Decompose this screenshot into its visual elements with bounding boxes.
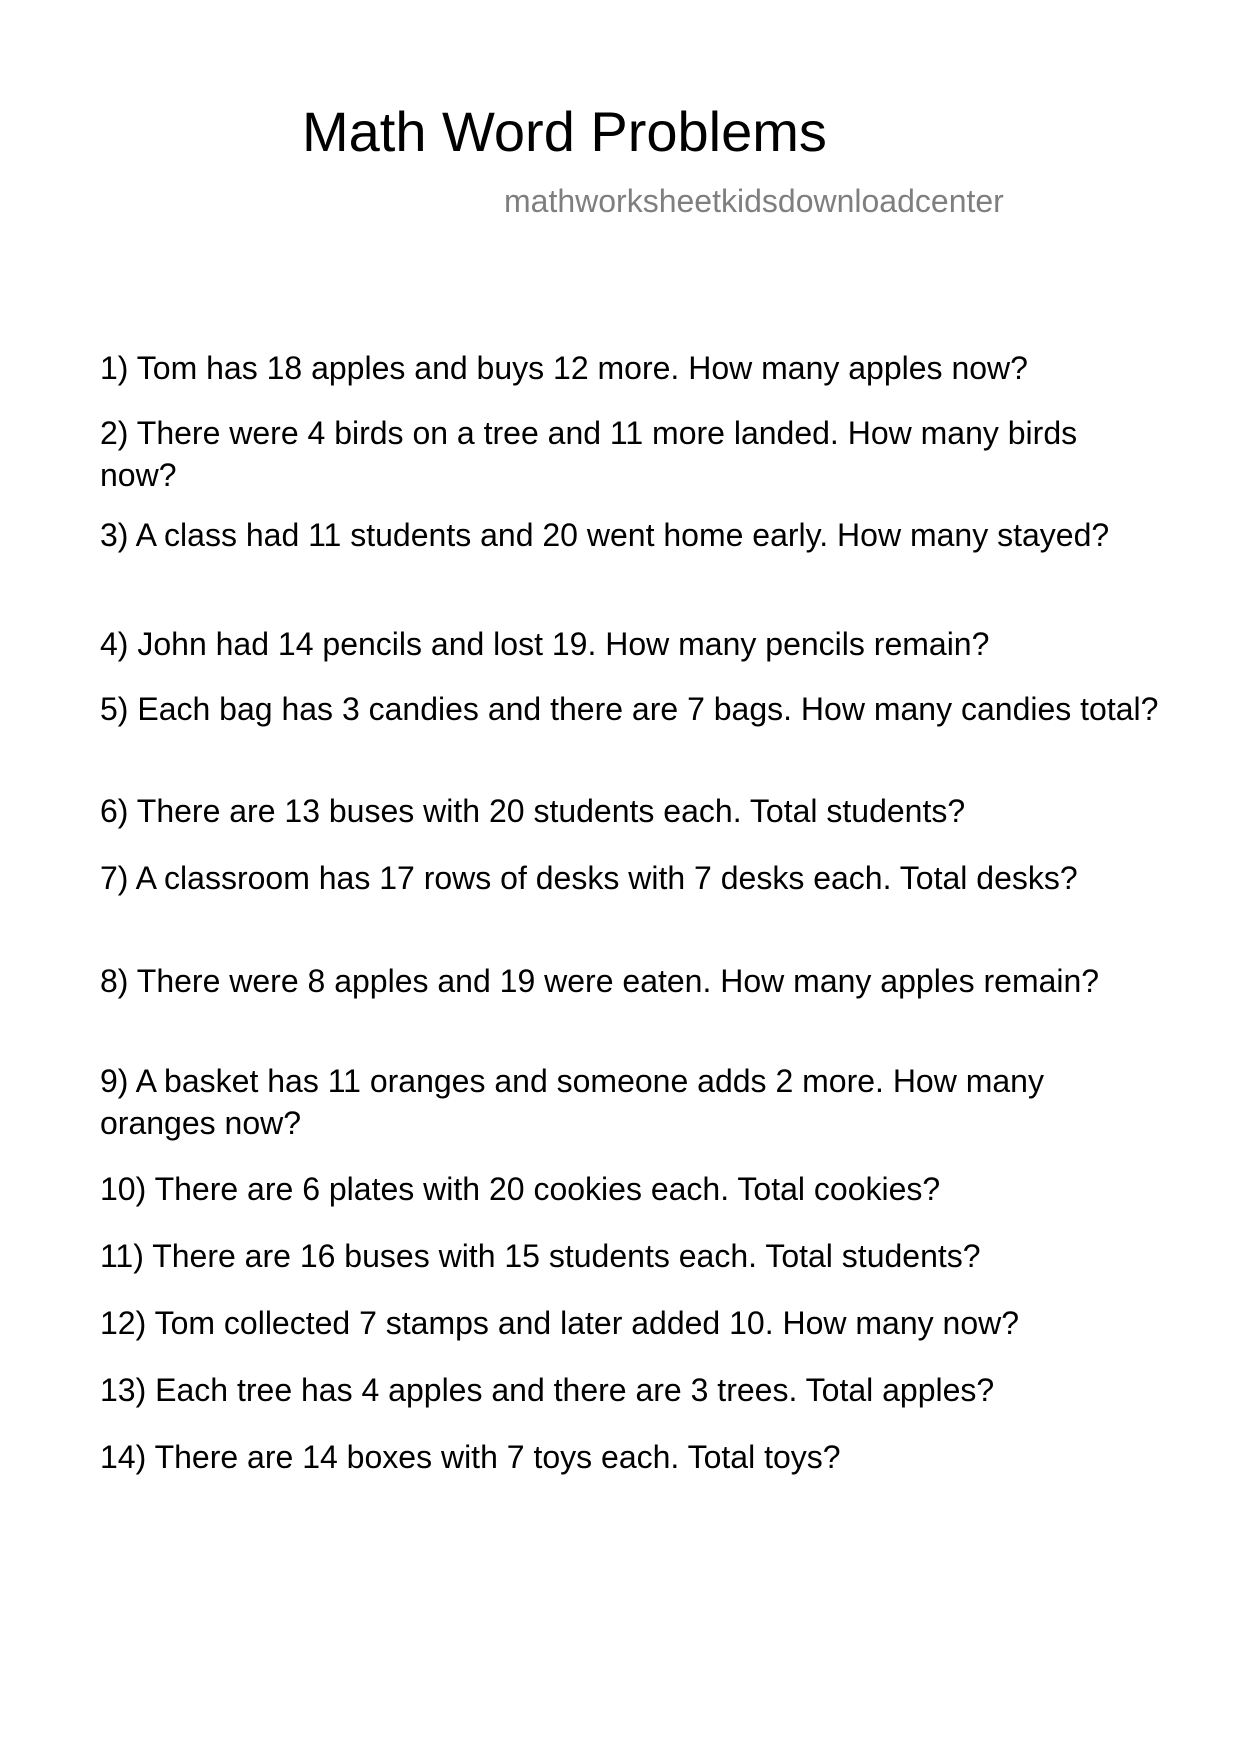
problem-item-2: 2) There were 4 birds on a tree and 11 more landed. How many birds now?	[100, 415, 1078, 493]
problem-item-10: 10) There are 6 plates with 20 cookies each. Total cookies?	[100, 1171, 941, 1207]
page-subtitle: mathworksheetkidsdownloadcenter	[504, 183, 1004, 219]
problem-item-14: 14) There are 14 boxes with 7 toys each. Total toys?	[100, 1439, 841, 1475]
page-title: Math Word Problems	[302, 100, 827, 163]
problem-item-5: 5) Each bag has 3 candies and there are 7 bags. How many candies total?	[100, 691, 1159, 727]
problem-item-8: 8) There were 8 apples and 19 were eaten. How many apples remain?	[100, 963, 1100, 999]
problem-item-11: 11) There are 16 buses with 15 students each. Total students?	[100, 1238, 981, 1274]
problem-item-13: 13) Each tree has 4 apples and there are 3 trees. Total apples?	[100, 1372, 995, 1408]
problem-item-4: 4) John had 14 pencils and lost 19. How many pencils remain?	[100, 626, 990, 662]
problem-item-9: 9) A basket has 11 oranges and someone adds 2 more. How many oranges now?	[100, 1063, 1044, 1141]
problem-item-6: 6) There are 13 buses with 20 students each. Total students?	[100, 793, 966, 829]
problem-item-3: 3) A class had 11 students and 20 went home early. How many stayed?	[100, 517, 1110, 553]
problem-item-12: 12) Tom collected 7 stamps and later added 10. How many now?	[100, 1305, 1020, 1341]
problem-item-1: 1) Tom has 18 apples and buys 12 more. How many apples now?	[100, 350, 1028, 386]
problem-item-7: 7) A classroom has 17 rows of desks with 7 desks each. Total desks?	[100, 860, 1078, 896]
